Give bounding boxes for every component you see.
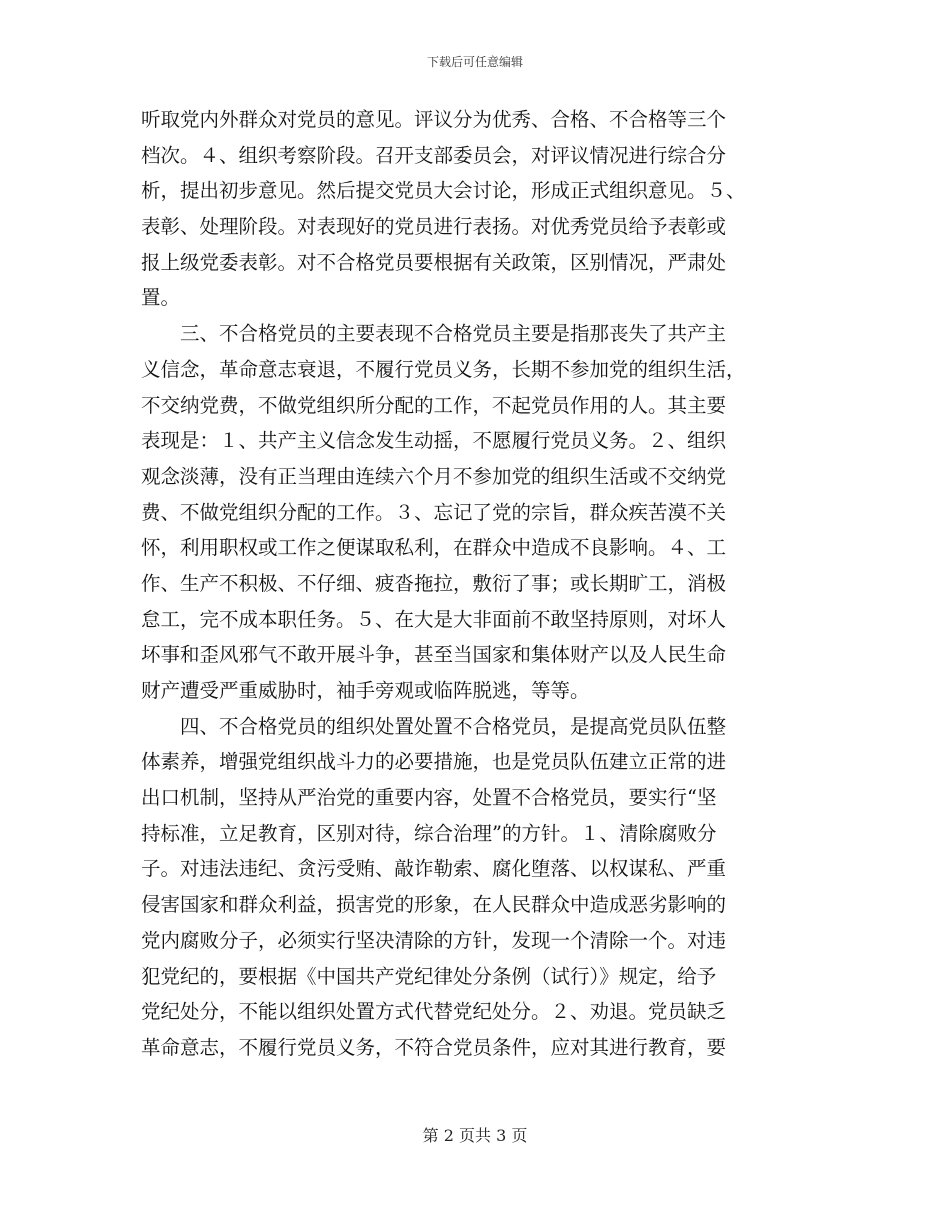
text-line: 档次。４、组织考察阶段。召开支部委员会，对评议情况进行综合分 [141, 143, 727, 167]
text-line: 置。 [141, 286, 181, 310]
page-footer: 第 2 页共 3 页 [422, 1126, 528, 1145]
text-line: 出口机制，坚持从严治党的重要内容，处置不合格党员，要实行“坚 [141, 786, 717, 810]
body-text [141, 102, 811, 1066]
text-line: 怀，利用职权或工作之便谋取私利，在群众中造成不良影响。４、工 [141, 536, 727, 560]
text-line: 党内腐败分子，必须实行坚决清除的方针，发现一个清除一个。对违 [141, 928, 727, 952]
text-line: 财产遭受严重威胁时，袖手旁观或临阵脱逃，等等。 [141, 679, 590, 702]
text-line: 持标准，立足教育，区别对待，综合治理”的方针。１、清除腐败分 [141, 821, 717, 845]
text-line: 三、不合格党员的主要表现不合格党员主要是指那丧失了共产主 [141, 322, 727, 346]
page-header: 下载后可任意编辑 [426, 55, 523, 69]
text-line: 报上级党委表彰。对不合格党员要根据有关政策，区别情况，严肃处 [141, 250, 727, 274]
text-line: 听取党内外群众对党员的意见。评议分为优秀、合格、不合格等三个 [141, 108, 727, 131]
text-line: 观念淡薄，没有正当理由连续六个月不参加党的组织生活或不交纳党 [141, 464, 727, 488]
text-line: 义信念，革命意志衰退，不履行党员义务，长期不参加党的组织生活， [141, 357, 746, 381]
text-line: 侵害国家和群众利益，损害党的形象，在人民群众中造成恶劣影响的 [141, 893, 727, 917]
text-line: 犯党纪的，要根据《中国共产党纪律处分条例（试行）》规定，给予 [141, 964, 717, 988]
text-line: 怠工，完不成本职任务。５、在大是大非面前不敢坚持原则，对坏人 [141, 607, 727, 631]
text-line: 四、不合格党员的组织处置处置不合格党员，是提高党员队伍整 [141, 714, 727, 738]
text-line: 革命意志，不履行党员义务，不符合党员条件，应对其进行教育，要 [141, 1035, 727, 1059]
text-line: 析，提出初步意见。然后提交党员大会讨论，形成正式组织意见。５、 [141, 179, 746, 203]
text-line: 体素养，增强党组织战斗力的必要措施，也是党员队伍建立正常的进 [141, 750, 727, 774]
text-line: 子。对违法违纪、贪污受贿、敲诈勒索、腐化堕落、以权谋私、严重 [141, 857, 727, 881]
text-line: 费、不做党组织分配的工作。３、忘记了党的宗旨，群众疾苦漠不关 [141, 500, 727, 524]
text-line: 不交纳党费，不做党组织所分配的工作，不起党员作用的人。其主要 [141, 393, 727, 417]
text-line: 表现是：１、共产主义信念发生动摇，不愿履行党员义务。２、组织 [141, 429, 727, 453]
text-line: 坏事和歪风邪气不敢开展斗争，甚至当国家和集体财产以及人民生命 [141, 643, 727, 667]
text-line: 表彰、处理阶段。对表现好的党员进行表扬。对优秀党员给予表彰或 [141, 215, 727, 239]
text-line: 党纪处分，不能以组织处置方式代替党纪处分。２、劝退。党员缺乏 [141, 1000, 727, 1024]
text-line: 作、生产不积极、不仔细、疲沓拖拉，敷衍了事；或长期旷工，消极 [141, 571, 727, 595]
